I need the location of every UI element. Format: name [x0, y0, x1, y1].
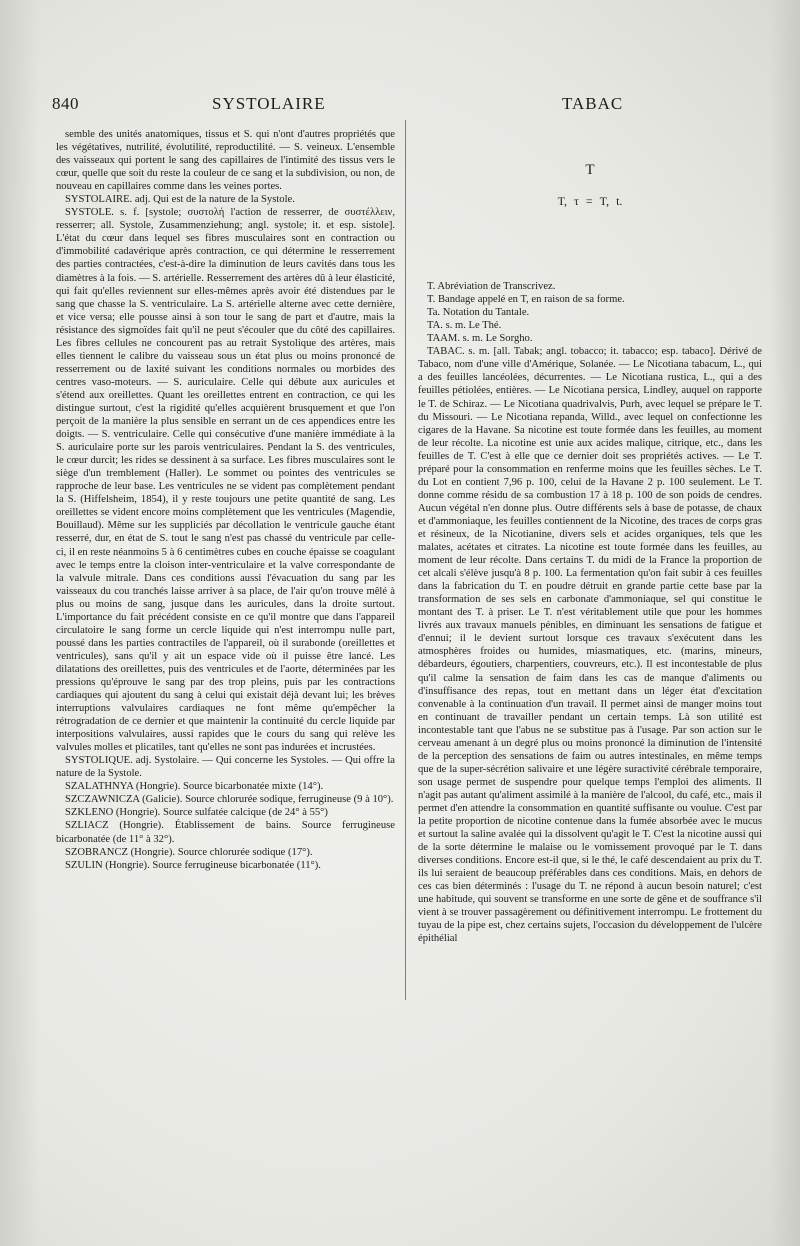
entry-szobrancz: SZOBRANCZ (Hongrie). Source chlorurée sodique (17°).: [65, 846, 313, 858]
page-shadow-left: [0, 0, 40, 1246]
entry-systolaire: SYSTOLAIRE. adj. Qui est de la nature de la Systole.: [65, 194, 295, 206]
running-head-left: SYSTOLAIRE: [212, 94, 326, 113]
entry-t-abbreviation: T. Abréviation de Transcrivez.: [427, 281, 556, 293]
entry-szczawnicza: SZCZAWNICZA (Galicie). Source chlorurée sodique, ferrugineuse (9 à 10°).: [65, 794, 394, 806]
entry-tabac: TABAC. s. m. [all. Tabak; angl. tobacco; it. tabacco; esp. tabaco]. Dérivé de Tabaco, nom d'une ville d'Amérique, Solanée. — Le Nicotiana tabacum, L., qui a des feuilles lancéolées, décurrentes. — Le Nicotiana rustica, L., qui a des feuilles pétiolées, entières. — Le Nicotiana persica, Lindley, auquel on rapporte le T. de Schiraz. — Le Nicotiana quadrivalvis, Purh, avec lequel se prépare le T. du Missouri. — Le Nicotiana repanda, Willd., avec lequel on confectionne les cigares de la Havane. Sa nicotine est toute formée dans les feuilles, au moment de leur récolte. La nicotine est unie aux acides malique, citrique, etc., dans les feuilles de T. C'est à elle que ce dernier doit ses propriétés actives. — Le T. préparé pour la consommation en renferme moins que les feuilles sèches. Le T. du Lot en contient 7,96 p. 100, celui de la Havane 2 p. 100 seulement. Le T. donne comme résidu de sa combustion 17 à 18 p. 100 de son poids de cendres. Aucun végétal n'en donne plus. Outre différents sels à base de potasse, de chaux et d'ammoniaque, les feuilles contiennent de la Nicotine, des traces de corps gras et résineux, de la Nicotianine, divers sels et acides organiques, tels que les malates, acétates et citrates. La nicotine est toute formée dans les feuilles, au moment de leur récolte. Dans certains T. du midi de la France la proportion de cet alcali s'élève jusqu'à 8 p. 100. La fermentation qu'on fait subir à ces feuilles dans la fabrication du T. en poudre détruit en grande partie cette base par la transformation de ses sels en carbonate d'ammoniaque, sel qui constitue le montant des T. à priser. Le T. n'est véritablement utile que pour les hommes livrés aux travaux manuels pénibles, en diminuant les sensations de fatigue et d'ennui; il le devient surtout lorsque ces travaux s'exécutent dans les atmosphères froides ou humides, miasmatiques, etc. (marins, mineurs, débardeurs, égoutiers, charpentiers, couvreurs, etc.). Il est incontestable de plus qu'il calme la sensation de faim dans les cas de manque d'aliments ou d'insuffisance des repas, tout en mettant dans un léger état d'excitation convenable à la continuation d'un travail. Il permet ainsi de manger moins tout en continuant de travailler pendant un certain temps. Là son utilité est incontestable tant que l'abus ne se substitue pas à l'usage. Par son action sur le cerveau amenant à un degré plus ou moins prononcé la diminution de l'intensité de la perception des sensations de faim ou autres intestinales, en même temps que de la super-sécrétion salivaire et une légère suractivité cérébrale temporaire, son usage permet de suspendre pour quelque temps l'emploi des aliments. Il n'agit pas autant qu'aliment assimilé à la manière de l'alcool, du café, etc., mais il permet d'en attendre la consommation en quantité suffisante ou voulue. C'est par la petite proportion de nicotine contenue dans la fumée absorbée avec le mucus et surtout la saline avalée qui la dissolvent qu'agit le T. C'est la nicotine aussi qui de la sorte détermine le malaise ou le vomissement provoqué par le T. dans diverses conditions. Encore est-il que, si le thé, le café descendaient au prix du T. ils lui seraient de beaucoup préférables dans ces conditions. Mais, en dehors de ces cas bien déterminés : l'usage du T. ne répond à aucun besoin naturel; c'est une habitude, qui souvent se transforme en une sorte de gêne et de souffrance s'il vient à se trouver passagèrement ou définitivement interrompu. Le frottement du tuyau de la pipe est, chez certains sujets, l'occasion du développement de l'ulcère épithélial: [418, 346, 762, 945]
entry-t-bandage: T. Bandage appelé en T, en raison de sa forme.: [427, 294, 625, 306]
running-head-right: TABAC: [562, 94, 624, 113]
entry-szalathnya: SZALATHNYA (Hongrie). Source bicarbonatée mixte (14°).: [65, 781, 324, 793]
entry-ta: TA. s. m. Le Thé.: [427, 320, 502, 332]
entry-systolique: SYSTOLIQUE. adj. Systolaire. — Qui concerne les Systoles. — Qui offre la nature de la Systole.: [56, 755, 395, 780]
left-column: [56, 128, 395, 872]
letter-forms: T, τ = T, t.: [557, 194, 623, 209]
page-number: 840: [52, 94, 79, 113]
entry-szliacz: SZLIACZ (Hongrie). Établissement de bains. Source ferrugineuse bicarbonatée (de 11° à 32°).: [56, 820, 395, 845]
right-column: [418, 128, 762, 945]
entry-szkleno: SZKLENO (Hongrie). Source sulfatée calcique (de 24° à 55°): [65, 807, 328, 819]
section-letter: T: [585, 162, 595, 178]
entry-systole: SYSTOLE. s. f. [systole; συστολή l'action de resserrer, de συστέλλειν, resserrer; all. Systole, Zusammenziehung; angl. systole; it. et esp. sistole]. L'état du cœur dans lequel ses fibres musculaires sont en contraction ou d'immobilité cadavérique après contraction, ce qui détermine le resserrement des parties contractées, c'est-à-dire la diminution de leurs cavités dans tous les diamètres à la fois. — S. artérielle. Resserrement des artères dû à leur élasticité, qui fait qu'elles reviennent sur elles-mêmes après avoir été distendues par le sang que chasse la S. ventriculaire. La S. artérielle alterne avec cette dernière, et vice versa; elle pousse ainsi à son tour le sang de part et d'autre, mais la résistance des sigmoïdes fait qu'il ne peut s'écouler que du côté des capillaires. Les fibres cellules ne concourent pas au retrait Systolique des artères, mais elles tiennent le calibre du vaisseau sous un état plus ou moins prononcé de resserrement ou de laxité suivant les conditions normales ou morbides des centres vaso-moteurs. — S. auriculaire. Celle qui débute aux auricules et s'étend aux oreillettes. Quant les oreillettes entrent en contraction, ce qui les distingue surtout, c'est la rigidité qu'elles acquièrent brusquement et que l'on perçoit de la manière la plus sensible en serrant un de ces appendices entre les doigts. — S. ventriculaire. Celle qui consécutive d'une manière immédiate à la S. auriculaire porte sur les parois ventriculaires. Pendant la S. des ventricules, le cœur durcit; les rides se dessinent à sa surface. Les fibres musculaires sont le siège d'un tremblement (Haller). Le sommet ou pointes des ventricules se rapproche de leur base. Les ventricules ne se vident pas complètement pendant la S. (Hiffelsheim, 1854), il y reste toujours une petite quantité de sang. Les oreillettes se vident encore moins complètement que les ventricules (Magendie, Bouillaud). Même sur les suppliciés par décollation le ventricule gauche étant resserré, dur, en état de S. tout le sang n'est pas chassé du ventricule par celle-ci, il en reste néanmoins 5 à 6 centimètres cubes en couche épaisse se coagulant avec le temps entre la cloison inter-ventriculaire et la valve correspondante de la valvule mitrale. Dans ces conditions aussi l'évacuation du sang par les vaisseaux du cou tranchés laisse arriver à sa place, de l'air qu'on trouve mêlé à plus ou moins de sang, jusque dans les auricules, dans la droite surtout. L'importance du fait précédent consiste en ce qu'il montre que dans l'appareil circulatoire le sang forme un cercle liquide qui n'est interrompu nulle part, poussé dans les parties contractiles de l'appareil, où il surabonde (oreillettes et ventricules), sans qu'il y ait un espace vide où il puisse être lancé. Les dilatations des oreillettes, puis des ventricules et de l'aorte, déterminées par les pressions qu'éprouve le sang par des trop pleins, puis par les contractions cardiaques qui ajoutent du sang à celui qui existait déjà devant lui; les brèves interruptions valvulaires cardiaques ne font même qu'empêcher la rétrogradation de ce dernier et que maintenir la continuité du cercle liquide par interpositions valvulaires, aussi rapides que le cours du sang qui relève les valvules molles et plicatiles, tant qu'elles ne sont pas indurées et incrustées.: [56, 207, 395, 754]
column-divider: [405, 120, 406, 1000]
entry-paragraph: semble des unités anatomiques, tissus et S. qui n'ont d'autres propriétés que les végétatives, nutrilité, évolutilité, reproductilité. — S. veineux. L'ensemble des vaisseaux qui portent le sang des capillaires de l'intimité des tissus vers le cœur, quelle que soit du reste la couleur de ce sang et la subdivision, ou non, de nouveau en capillaires comme dans les veines portes.: [56, 129, 395, 193]
entry-ta-notation: Ta. Notation du Tantale.: [427, 307, 530, 319]
page-shadow-right: [770, 0, 800, 1246]
running-header: [48, 94, 768, 118]
entry-szulin: SZULIN (Hongrie). Source ferrugineuse bicarbonatée (11°).: [65, 859, 321, 871]
entry-taam: TAAM. s. m. Le Sorgho.: [427, 333, 533, 345]
